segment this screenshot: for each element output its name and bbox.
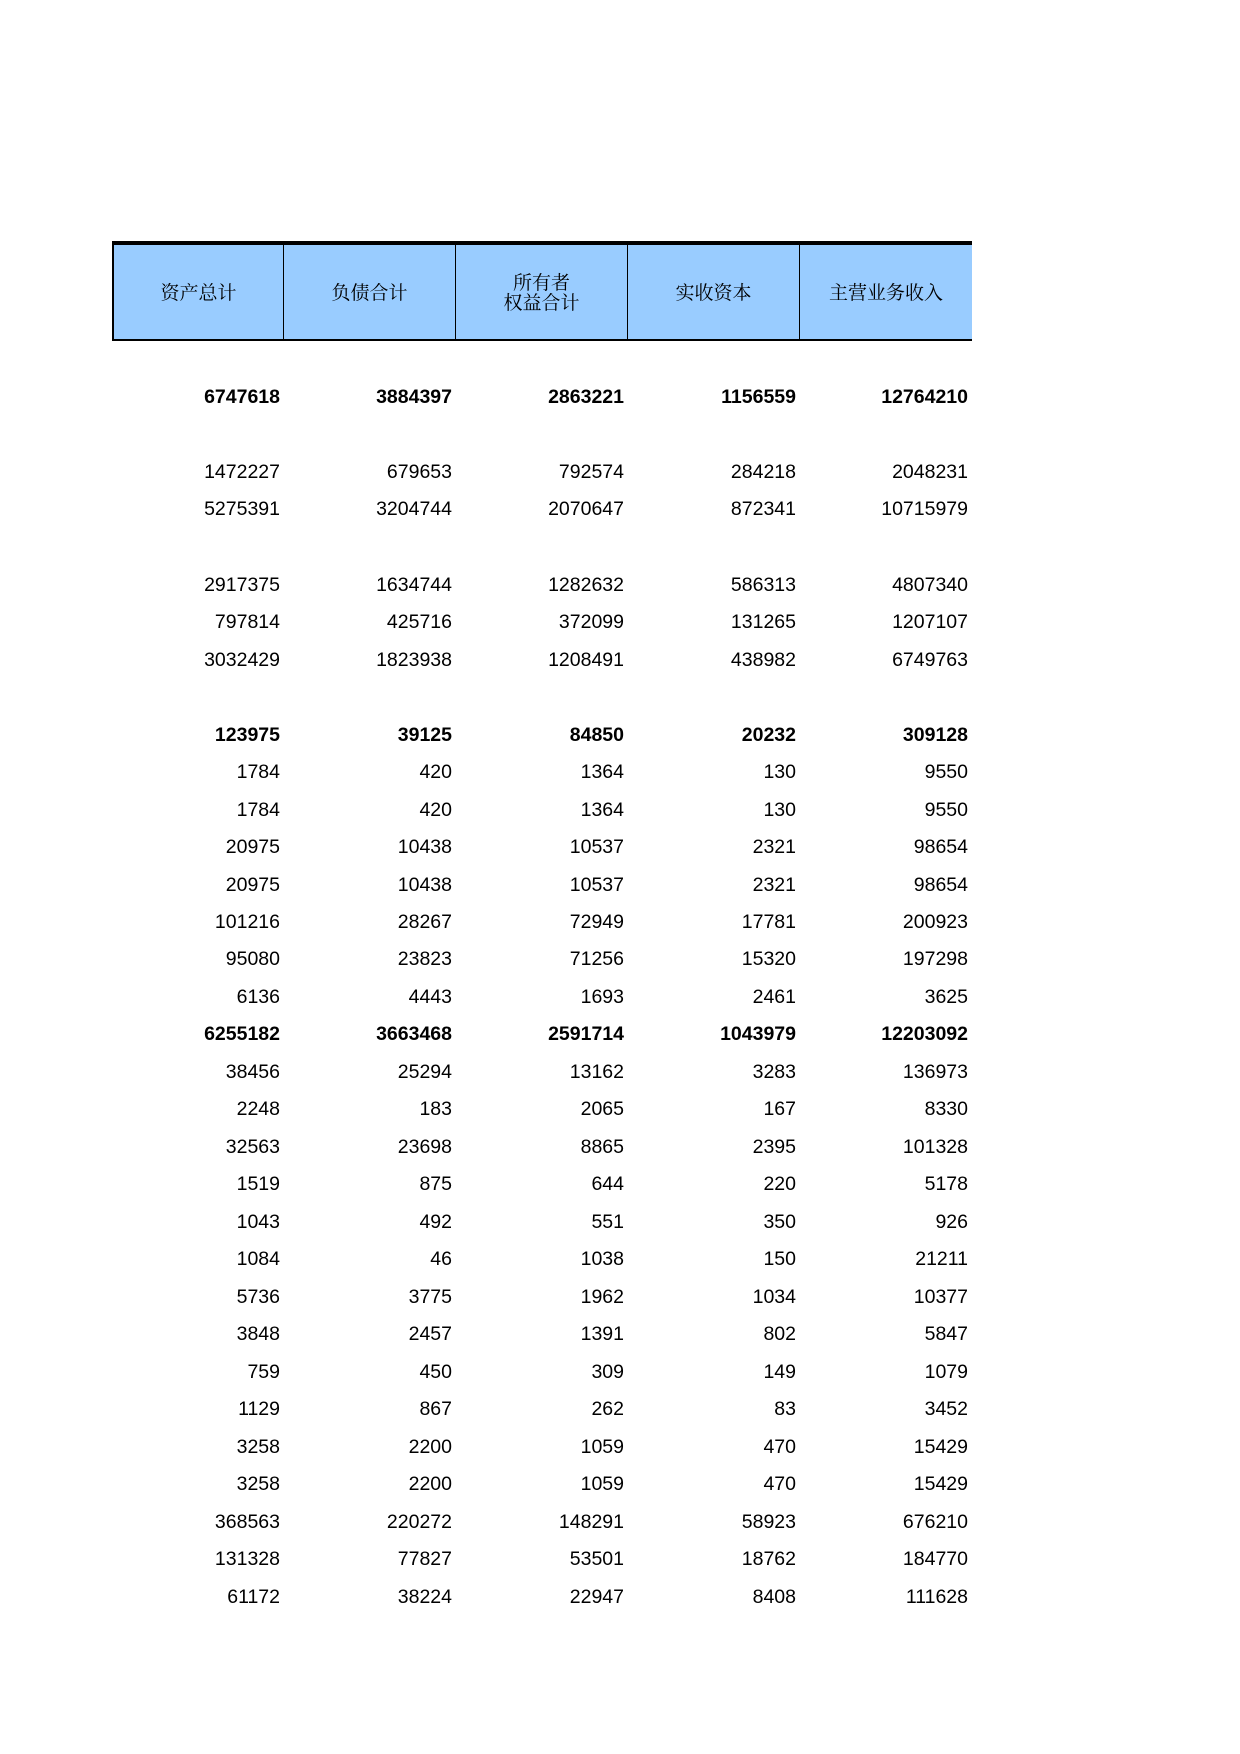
table-cell: 22947: [569, 1586, 624, 1608]
table-cell: 38456: [225, 1061, 280, 1083]
table-cell: 3625: [924, 986, 968, 1008]
table-cell: 1059: [580, 1473, 624, 1495]
table-cell: 13162: [569, 1061, 624, 1083]
table-cell: 1784: [236, 799, 280, 821]
table-cell: 875: [419, 1173, 452, 1195]
table-cell: 3775: [408, 1286, 452, 1308]
table-cell: 220: [763, 1173, 796, 1195]
table-row: [112, 1279, 972, 1315]
table-cell: 98654: [913, 836, 968, 858]
table-cell: 2321: [752, 836, 796, 858]
table-row: [112, 454, 972, 490]
table-cell: 3204744: [376, 498, 452, 520]
table-cell: 1084: [236, 1248, 280, 1270]
table-cell: 6255182: [204, 1023, 280, 1045]
table-cell: 1156559: [721, 386, 796, 408]
table-cell: 17781: [741, 911, 796, 933]
table-cell: 679653: [386, 461, 452, 483]
table-cell: 2248: [236, 1098, 280, 1120]
table-cell: 61172: [227, 1586, 280, 1608]
table-cell: 38224: [397, 1586, 452, 1608]
table-cell: 131265: [730, 611, 796, 633]
table-row: [112, 1504, 972, 1540]
table-row-subtotal: [112, 717, 972, 753]
table-cell: 8865: [580, 1136, 624, 1158]
table-row: [112, 904, 972, 940]
header-label-line1: 所有者: [512, 272, 570, 294]
table-cell: 1519: [236, 1173, 280, 1195]
table-cell: 3884397: [376, 386, 452, 408]
table-row: [112, 491, 972, 527]
table-cell: 309: [591, 1361, 624, 1383]
table-cell: 200923: [902, 911, 968, 933]
table-row: [112, 1241, 972, 1277]
table-cell: 309128: [902, 724, 968, 746]
table-row: [112, 979, 972, 1015]
table-cell: 20975: [225, 874, 280, 896]
table-cell: 1043979: [720, 1023, 796, 1045]
table-cell: 1207107: [892, 611, 968, 633]
table-cell: 368563: [214, 1511, 280, 1533]
table-cell: 21211: [915, 1248, 968, 1270]
table-cell: 1823938: [376, 649, 452, 671]
table-cell: 20232: [741, 724, 796, 746]
header-total-assets: [112, 245, 284, 339]
table-cell: 4807340: [892, 574, 968, 596]
table-cell: 425716: [386, 611, 452, 633]
table-cell: 167: [763, 1098, 796, 1120]
table-cell: 1038: [580, 1248, 624, 1270]
table-row: [112, 754, 972, 790]
table-row-subtotal: [112, 379, 972, 415]
table-cell: 586313: [730, 574, 796, 596]
table-cell: 2591714: [548, 1023, 624, 1045]
table-row: [112, 642, 972, 678]
table-cell: 372099: [558, 611, 624, 633]
table-cell: 676210: [902, 1511, 968, 1533]
table-row-subtotal: [112, 1016, 972, 1052]
table-cell: 10377: [913, 1286, 968, 1308]
table-cell: 9550: [924, 799, 968, 821]
table-cell: 15320: [741, 948, 796, 970]
table-cell: 2917375: [204, 574, 280, 596]
table-cell: 53501: [569, 1548, 624, 1570]
table-cell: 15429: [913, 1436, 968, 1458]
table-cell: 3283: [752, 1061, 796, 1083]
table-row: [112, 1166, 972, 1202]
table-cell: 3663468: [376, 1023, 452, 1045]
table-cell: 1364: [580, 799, 624, 821]
table-cell: 84850: [569, 724, 624, 746]
table-cell: 10537: [569, 874, 624, 896]
table-cell: 8408: [752, 1586, 796, 1608]
table-cell: 18762: [741, 1548, 796, 1570]
table-cell: 23823: [397, 948, 452, 970]
header-label: 资产总计: [160, 282, 237, 304]
table-cell: 8330: [924, 1098, 968, 1120]
table-cell: 25294: [397, 1061, 452, 1083]
header-label: 实收资本: [675, 282, 752, 304]
table-cell: 10715979: [881, 498, 968, 520]
table-cell: 2395: [752, 1136, 796, 1158]
table-cell: 284218: [730, 461, 796, 483]
table-cell: 551: [591, 1211, 624, 1233]
table-cell: 46: [430, 1248, 452, 1270]
table-cell: 197298: [902, 948, 968, 970]
table-cell: 2461: [752, 986, 796, 1008]
table-cell: 1634744: [376, 574, 452, 596]
table-cell: 1391: [580, 1323, 624, 1345]
table-cell: 420: [419, 799, 452, 821]
table-cell: 2863221: [548, 386, 624, 408]
table-cell: 184770: [902, 1548, 968, 1570]
header-label: 负债合计: [331, 282, 408, 304]
table-cell: 58923: [741, 1511, 796, 1533]
table-cell: 759: [247, 1361, 280, 1383]
table-cell: 350: [763, 1211, 796, 1233]
table-row: [112, 1466, 972, 1502]
table-cell: 3452: [924, 1398, 968, 1420]
table-cell: 2065: [580, 1098, 624, 1120]
header-total-liabilities: [284, 245, 456, 339]
table-cell: 10438: [397, 874, 452, 896]
table-row: [112, 1204, 972, 1240]
table-cell: 867: [419, 1398, 452, 1420]
table-row: [112, 1129, 972, 1165]
table-cell: 872341: [730, 498, 796, 520]
table-cell: 5736: [236, 1286, 280, 1308]
table-cell: 3848: [236, 1323, 280, 1345]
table-cell: 1059: [580, 1436, 624, 1458]
table-cell: 72949: [569, 911, 624, 933]
table-cell: 10537: [569, 836, 624, 858]
table-cell: 2321: [752, 874, 796, 896]
table-cell: 183: [419, 1098, 452, 1120]
table-cell: 148291: [558, 1511, 624, 1533]
table-cell: 9550: [924, 761, 968, 783]
table-cell: 130: [763, 761, 796, 783]
table-cell: 6747618: [204, 386, 280, 408]
table-cell: 2457: [408, 1323, 452, 1345]
table-cell: 438982: [730, 649, 796, 671]
table-cell: 1472227: [204, 461, 280, 483]
table-cell: 2070647: [548, 498, 624, 520]
table-cell: 98654: [913, 874, 968, 896]
table-cell: 6749763: [892, 649, 968, 671]
table-cell: 149: [763, 1361, 796, 1383]
table-cell: 1962: [580, 1286, 624, 1308]
table-cell: 101216: [214, 911, 280, 933]
table-cell: 15429: [913, 1473, 968, 1495]
table-cell: 20975: [225, 836, 280, 858]
table-cell: 797814: [214, 611, 280, 633]
table-cell: 136973: [902, 1061, 968, 1083]
table-cell: 2048231: [892, 461, 968, 483]
table-cell: 1282632: [548, 574, 624, 596]
table-row: [112, 1579, 972, 1615]
table-row: [112, 1354, 972, 1390]
table-cell: 5178: [924, 1173, 968, 1195]
table-cell: 220272: [386, 1511, 452, 1533]
table-row: [112, 1391, 972, 1427]
table-cell: 1364: [580, 761, 624, 783]
table-header-row: [112, 241, 972, 341]
table-cell: 101328: [902, 1136, 968, 1158]
table-cell: 5847: [924, 1323, 968, 1345]
table-cell: 492: [419, 1211, 452, 1233]
table-cell: 150: [763, 1248, 796, 1270]
table-row: [112, 567, 972, 603]
table-cell: 3032429: [204, 649, 280, 671]
header-label-line2: 权益合计: [503, 292, 580, 314]
table-cell: 111628: [905, 1586, 968, 1608]
table-cell: 4443: [408, 986, 452, 1008]
table-row: [112, 792, 972, 828]
table-cell: 644: [591, 1173, 624, 1195]
table-cell: 3258: [236, 1436, 280, 1458]
table-cell: 1034: [752, 1286, 796, 1308]
table-cell: 12203092: [881, 1023, 968, 1045]
table-cell: 1043: [236, 1211, 280, 1233]
table-cell: 5275391: [204, 498, 280, 520]
table-cell: 470: [763, 1436, 796, 1458]
table-cell: 39125: [397, 724, 452, 746]
table-cell: 10438: [397, 836, 452, 858]
table-cell: 1208491: [548, 649, 624, 671]
table-cell: 130: [763, 799, 796, 821]
table-cell: 95080: [225, 948, 280, 970]
table-cell: 262: [591, 1398, 624, 1420]
header-main-business-revenue: [800, 245, 972, 339]
table-cell: 23698: [397, 1136, 452, 1158]
table-cell: 802: [763, 1323, 796, 1345]
table-cell: 123975: [214, 724, 280, 746]
table-row: [112, 1054, 972, 1090]
table-cell: 131328: [214, 1548, 280, 1570]
header-owners-equity: [456, 245, 628, 339]
table-cell: 2200: [408, 1436, 452, 1458]
table-cell: 926: [935, 1211, 968, 1233]
table-cell: 12764210: [881, 386, 968, 408]
table-cell: 420: [419, 761, 452, 783]
table-cell: 1129: [238, 1398, 280, 1420]
header-label: 主营业务收入: [828, 282, 943, 304]
table-row: [112, 1429, 972, 1465]
table-cell: 1784: [236, 761, 280, 783]
table-cell: 6136: [236, 986, 280, 1008]
table-cell: 28267: [397, 911, 452, 933]
table-cell: 83: [774, 1398, 796, 1420]
table-cell: 1079: [924, 1361, 968, 1383]
table-row: [112, 867, 972, 903]
table-cell: 77827: [397, 1548, 452, 1570]
table-cell: 71256: [569, 948, 624, 970]
table-row: [112, 1316, 972, 1352]
header-paid-in-capital: [628, 245, 800, 339]
table-row: [112, 1541, 972, 1577]
table-cell: 792574: [558, 461, 624, 483]
table-row: [112, 829, 972, 865]
table-cell: 470: [763, 1473, 796, 1495]
table-row: [112, 604, 972, 640]
table-cell: 2200: [408, 1473, 452, 1495]
table-cell: 1693: [580, 986, 624, 1008]
table-cell: 450: [419, 1361, 452, 1383]
table-row: [112, 941, 972, 977]
table-cell: 3258: [236, 1473, 280, 1495]
table-cell: 32563: [225, 1136, 280, 1158]
table-row: [112, 1091, 972, 1127]
